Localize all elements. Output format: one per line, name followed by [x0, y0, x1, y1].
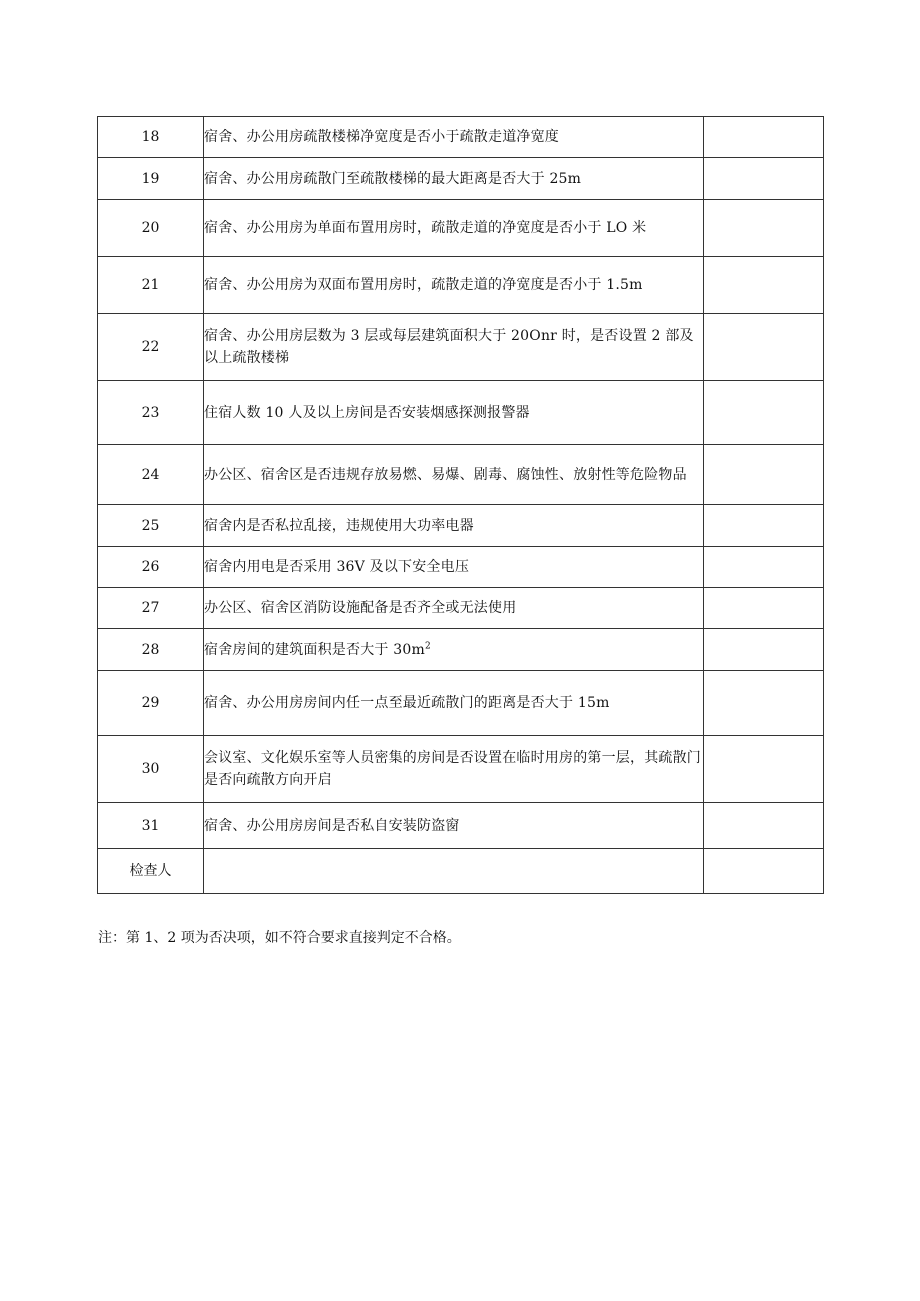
result-cell[interactable] — [704, 671, 824, 736]
item-number: 30 — [98, 736, 204, 803]
result-cell[interactable] — [704, 117, 824, 158]
result-cell[interactable] — [704, 445, 824, 505]
result-cell[interactable] — [704, 314, 824, 381]
item-description: 宿舍、办公用房层数为 3 层或每层建筑面积大于 20Onr 时，是否设置 2 部及以上疏散楼梯 — [204, 314, 704, 381]
result-cell[interactable] — [704, 588, 824, 629]
table-row — [98, 117, 824, 158]
table-row — [98, 671, 824, 736]
result-cell[interactable] — [704, 547, 824, 588]
item-description: 宿舍、办公用房为单面布置用房时，疏散走道的净宽度是否小于 LO 米 — [204, 200, 704, 257]
item-number: 28 — [98, 629, 204, 671]
inspector-extra-cell[interactable] — [704, 849, 824, 894]
inspection-checklist-table — [97, 116, 824, 894]
item-number: 22 — [98, 314, 204, 381]
item-description-text: 宿舍房间的建筑面积是否大于 30m — [204, 641, 425, 658]
table-row — [98, 200, 824, 257]
item-number: 26 — [98, 547, 204, 588]
table-row — [98, 505, 824, 547]
result-cell[interactable] — [704, 736, 824, 803]
table-row — [98, 445, 824, 505]
result-cell[interactable] — [704, 200, 824, 257]
result-cell[interactable] — [704, 629, 824, 671]
table-row — [98, 629, 824, 671]
inspector-row — [98, 849, 824, 894]
table-row — [98, 588, 824, 629]
inspector-label: 检查人 — [98, 849, 204, 894]
table-row — [98, 736, 824, 803]
table-row — [98, 803, 824, 849]
item-description — [204, 629, 704, 671]
result-cell[interactable] — [704, 257, 824, 314]
item-number: 25 — [98, 505, 204, 547]
item-number: 18 — [98, 117, 204, 158]
item-number: 19 — [98, 158, 204, 200]
result-cell[interactable] — [704, 505, 824, 547]
item-description: 宿舍内是否私拉乱接，违规使用大功率电器 — [204, 505, 704, 547]
superscript: 2 — [424, 640, 431, 651]
footnote: 注：第 1、2 项为否决项，如不符合要求直接判定不合格。 — [98, 930, 461, 946]
item-description: 住宿人数 10 人及以上房间是否安装烟感探测报警器 — [204, 381, 704, 445]
item-number: 20 — [98, 200, 204, 257]
item-number: 23 — [98, 381, 204, 445]
item-description: 办公区、宿舍区是否违规存放易燃、易爆、剧毒、腐蚀性、放射性等危险物品 — [204, 445, 704, 505]
item-number: 24 — [98, 445, 204, 505]
table-row — [98, 158, 824, 200]
inspector-field[interactable] — [204, 849, 704, 894]
item-description: 宿舍、办公用房为双面布置用房时，疏散走道的净宽度是否小于 1.5m — [204, 257, 704, 314]
item-description: 宿舍、办公用房疏散门至疏散楼梯的最大距离是否大于 25m — [204, 158, 704, 200]
item-description: 宿舍内用电是否采用 36V 及以下安全电压 — [204, 547, 704, 588]
item-description: 会议室、文化娱乐室等人员密集的房间是否设置在临时用房的第一层，其疏散门是否向疏散方向开启 — [204, 736, 704, 803]
item-description: 宿舍、办公用房房间内任一点至最近疏散门的距离是否大于 15m — [204, 671, 704, 736]
item-number: 29 — [98, 671, 204, 736]
item-description: 办公区、宿舍区消防设施配备是否齐全或无法使用 — [204, 588, 704, 629]
result-cell[interactable] — [704, 381, 824, 445]
table-row — [98, 257, 824, 314]
item-number: 27 — [98, 588, 204, 629]
result-cell[interactable] — [704, 803, 824, 849]
item-number: 21 — [98, 257, 204, 314]
table-row — [98, 314, 824, 381]
result-cell[interactable] — [704, 158, 824, 200]
table-row — [98, 547, 824, 588]
item-description: 宿舍、办公用房房间是否私自安装防盗窗 — [204, 803, 704, 849]
item-description: 宿舍、办公用房疏散楼梯净宽度是否小于疏散走道净宽度 — [204, 117, 704, 158]
item-number: 31 — [98, 803, 204, 849]
table-row — [98, 381, 824, 445]
